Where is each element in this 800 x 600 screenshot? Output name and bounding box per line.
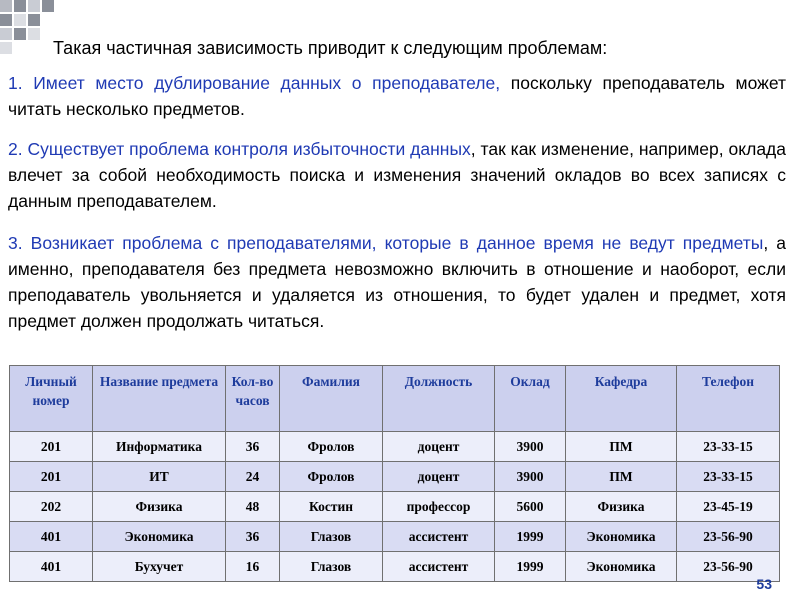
table-cell: 23-56-90 [677, 522, 780, 552]
table-cell: 401 [10, 522, 93, 552]
column-header: Кафедра [566, 366, 677, 432]
point-2-text: , так как изменение, например, оклада влечет за собой необходимость поиска и изменения значений окладов во всех записях с данным преподавателем. [8, 139, 786, 211]
table-cell: ИТ [93, 462, 226, 492]
table-cell: Экономика [566, 522, 677, 552]
table-cell: доцент [383, 432, 495, 462]
point-3-lead: 3. Возникает проблема с преподавателями, которые в данное время не ведут предметы [8, 233, 764, 253]
table-cell: 23-33-15 [677, 432, 780, 462]
table-cell: 3900 [495, 462, 566, 492]
column-header: Личный номер [10, 366, 93, 432]
point-1-text: поскольку преподаватель может читать несколько предметов. [8, 73, 787, 119]
table-cell: Фролов [280, 432, 383, 462]
table-cell: ПМ [566, 432, 677, 462]
table-cell: Костин [280, 492, 383, 522]
table-cell: Экономика [93, 522, 226, 552]
table-cell: 1999 [495, 522, 566, 552]
column-header: Телефон [677, 366, 780, 432]
table-header-row [10, 366, 780, 432]
table-cell: 36 [226, 432, 280, 462]
table-row [10, 492, 780, 522]
column-header: Должность [383, 366, 495, 432]
table-cell: ассистент [383, 522, 495, 552]
column-header: Название предмета [93, 366, 226, 432]
column-header: Кол-во часов [226, 366, 280, 432]
table-cell: доцент [383, 462, 495, 492]
table-cell: 401 [10, 552, 93, 582]
table-cell: 5600 [495, 492, 566, 522]
point-3 [8, 230, 786, 334]
point-3-text: , а именно, преподавателя без предмета невозможно включить в отношение и наоборот, если преподаватель увольняется и удаляется из отношения, то будет удален и предмет, хотя предмет должен продолжать читаться. [8, 233, 786, 331]
column-header: Фамилия [280, 366, 383, 432]
table-row [10, 462, 780, 492]
table-cell: Экономика [566, 552, 677, 582]
table-cell: Физика [566, 492, 677, 522]
table-cell: ассистент [383, 552, 495, 582]
table-cell: Фролов [280, 462, 383, 492]
table-cell: 202 [10, 492, 93, 522]
slide-number: 53 [756, 576, 772, 592]
table-cell: 24 [226, 462, 280, 492]
table-cell: 3900 [495, 432, 566, 462]
point-1 [8, 70, 786, 122]
table-row [10, 522, 780, 552]
table-cell: 36 [226, 522, 280, 552]
teachers-table [9, 365, 780, 582]
table-cell: 23-56-90 [677, 552, 780, 582]
table-cell: ПМ [566, 462, 677, 492]
slide-heading: Такая частичная зависимость приводит к следующим проблемам: [53, 38, 608, 58]
point-2-lead: 2. Существует проблема контроля избыточности данных [8, 139, 471, 159]
table-cell: 23-45-19 [677, 492, 780, 522]
table-cell: 1999 [495, 552, 566, 582]
table-row [10, 552, 780, 582]
table-cell: 23-33-15 [677, 462, 780, 492]
table-cell: Глазов [280, 522, 383, 552]
point-2 [8, 136, 786, 214]
table-cell: 201 [10, 462, 93, 492]
table-cell: 201 [10, 432, 93, 462]
table-cell: Физика [93, 492, 226, 522]
point-1-lead: 1. Имеет место дублирование данных о преподавателе, [8, 73, 501, 93]
column-header: Оклад [495, 366, 566, 432]
table-row [10, 432, 780, 462]
table-cell: профессор [383, 492, 495, 522]
table-cell: Глазов [280, 552, 383, 582]
table-cell: 48 [226, 492, 280, 522]
table-cell: Бухучет [93, 552, 226, 582]
table-cell: 16 [226, 552, 280, 582]
table-cell: Информатика [93, 432, 226, 462]
